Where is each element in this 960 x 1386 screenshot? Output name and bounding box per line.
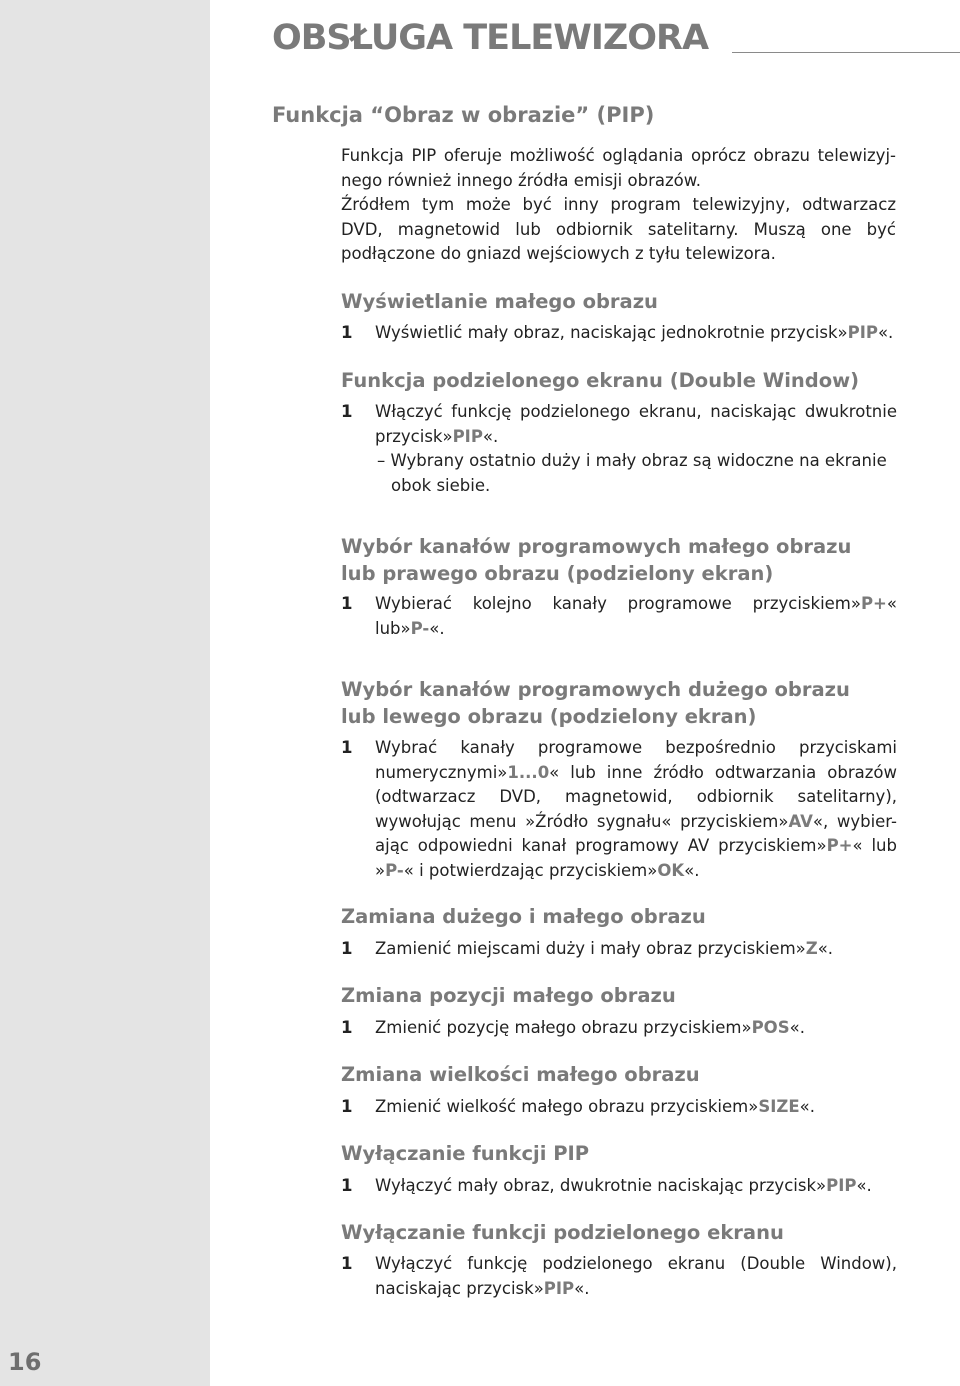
subsection-heading	[341, 367, 901, 394]
step-text-run: «.	[574, 1278, 590, 1298]
note-line: – Wybrany ostatnio duży i mały obraz są widoczne na ekranie	[377, 451, 887, 470]
subsection-heading-line: Wybór kanałów programowych dużego obrazu	[341, 678, 850, 701]
instruction-step	[341, 1174, 897, 1199]
remote-key-label: OK	[657, 860, 685, 880]
step-text-run: «.	[482, 426, 499, 446]
step-line	[375, 761, 897, 786]
step-text-run: wywołując menu »Źródło sygnału« przyciskiem»	[375, 811, 789, 831]
step-line	[375, 785, 897, 810]
step-number: 1	[341, 1018, 353, 1037]
step-text	[375, 1095, 897, 1120]
step-text-run: «.	[817, 939, 834, 958]
step-text-run: «.	[429, 618, 445, 638]
step-text-run: « lub	[852, 836, 897, 855]
instruction-step	[341, 400, 897, 498]
step-text-run: Zmienić pozycję małego obrazu przyciskiem»	[375, 1018, 752, 1037]
step-text-run: «.	[684, 860, 700, 880]
remote-key-label: PIP	[826, 1176, 857, 1195]
step-text-run: «, wybier-	[812, 811, 897, 831]
step-line	[375, 592, 897, 617]
step-text	[375, 1174, 897, 1199]
intro-line: Funkcja PIP oferuje możliwość oglądania oprócz obrazu telewizyj-	[341, 146, 896, 165]
step-text	[375, 1016, 897, 1041]
section-title: Funkcja “Obraz w obrazie” (PIP)	[272, 103, 655, 127]
subsection-heading-line: Wybór kanałów programowych małego obrazu	[341, 535, 852, 558]
step-line	[375, 321, 897, 346]
remote-key-label: P-	[410, 618, 430, 638]
step-number: 1	[341, 1254, 353, 1273]
step-text	[375, 1252, 897, 1301]
subsection-heading-line: lub lewego obrazu (podzielony ekran)	[341, 705, 757, 728]
step-text	[375, 400, 897, 498]
instruction-step	[341, 1252, 897, 1301]
step-number: 1	[341, 323, 353, 342]
step-text-run: Włączyć funkcję podzielonego ekranu, naciskając dwukrotnie	[375, 402, 897, 421]
intro-line: Źródłem tym może być inny program telewizyjny, odtwarzacz	[341, 195, 896, 214]
remote-key-label: SIZE	[758, 1097, 800, 1116]
subsection-heading-line: Wyłączanie funkcji PIP	[341, 1142, 590, 1165]
remote-key-label: PIP	[847, 323, 878, 342]
step-line	[375, 736, 897, 761]
instruction-step	[341, 1016, 897, 1041]
step-line	[375, 617, 897, 642]
page-title: OBSŁUGA TELEWIZORA	[272, 18, 709, 58]
remote-key-label: 1...0	[507, 762, 550, 782]
step-line	[375, 1277, 897, 1302]
step-number: 1	[341, 1097, 353, 1116]
step-text-run: lub»	[375, 618, 411, 638]
step-text-run: Wybierać kolejno kanały programowe przyciskiem»	[375, 594, 861, 613]
remote-key-label: P+	[860, 594, 887, 613]
subsection-heading	[341, 1061, 901, 1088]
step-line	[375, 400, 897, 425]
subsection-heading-line: Zmiana pozycji małego obrazu	[341, 984, 676, 1007]
remote-key-label: PIP	[452, 426, 483, 446]
step-line	[375, 425, 897, 450]
step-text-run: Wyłączyć funkcję podzielonego ekranu (Double Window),	[375, 1254, 897, 1273]
page-number: 16	[8, 1348, 42, 1376]
remote-key-label: Z	[805, 939, 818, 958]
step-text-run: Wybrać kanały programowe bezpośrednio przyciskami	[375, 738, 897, 757]
step-line	[375, 1252, 897, 1277]
subsection-heading	[341, 1219, 901, 1246]
subsection-heading-line: Wyświetlanie małego obrazu	[341, 290, 658, 313]
page-margin-bar	[0, 0, 210, 1386]
step-line	[375, 1095, 897, 1120]
instruction-step	[341, 736, 897, 883]
step-line	[375, 1016, 897, 1041]
step-text-run: «	[886, 594, 897, 613]
step-text-run: «.	[799, 1097, 815, 1116]
instruction-step	[341, 592, 897, 641]
step-line	[375, 810, 897, 835]
remote-key-label: P-	[385, 860, 404, 880]
subsection-heading-line: Funkcja podzielonego ekranu (Double Window)	[341, 369, 860, 392]
intro-line: nego również innego źródła emisji obrazów.	[341, 170, 701, 190]
step-text-run: numerycznymi»	[375, 762, 508, 782]
remote-key-label: AV	[788, 811, 813, 831]
step-text-run: « lub inne źródło odtwarzania obrazów	[549, 762, 897, 782]
instruction-step	[341, 321, 897, 346]
subsection-heading-line: Zamiana dużego i małego obrazu	[341, 905, 706, 928]
remote-key-label: POS	[751, 1018, 790, 1037]
subsection-heading	[341, 1140, 901, 1167]
title-rule	[732, 52, 960, 53]
subsection-heading	[341, 676, 901, 730]
intro-line: podłączone do gniazd wejściowych z tyłu telewizora.	[341, 244, 776, 263]
subsection-heading	[341, 533, 901, 587]
step-text-run: « i potwierdzając przyciskiem»	[403, 860, 658, 880]
step-text-run: «.	[789, 1018, 805, 1037]
subsection-heading	[341, 982, 901, 1009]
step-text	[375, 736, 897, 883]
step-number: 1	[341, 939, 353, 958]
step-text-run: Zmienić wielkość małego obrazu przyciskiem»	[375, 1097, 759, 1116]
step-number: 1	[341, 594, 353, 613]
subsection-heading	[341, 288, 901, 315]
subsection-heading-line: lub prawego obrazu (podzielony ekran)	[341, 562, 774, 585]
step-text-run: «.	[877, 323, 894, 342]
subsection-heading	[341, 903, 901, 930]
step-text-run: Wyłączyć mały obraz, dwukrotnie naciskając przycisk»	[375, 1176, 827, 1195]
page-header	[272, 18, 960, 68]
instruction-step	[341, 1095, 897, 1120]
subsection-heading-line: Wyłączanie funkcji podzielonego ekranu	[341, 1221, 784, 1244]
step-number: 1	[341, 738, 353, 757]
step-text	[375, 592, 897, 641]
step-number: 1	[341, 1176, 353, 1195]
intro-paragraph	[341, 144, 896, 267]
step-text-run: ając odpowiedni kanał programowy AV przyciskiem»	[375, 836, 827, 855]
step-text-run: (odtwarzacz DVD, magnetowid, odbiornik satelitarny),	[375, 787, 897, 806]
step-result-note	[377, 449, 897, 498]
step-line	[375, 1174, 897, 1199]
intro-line: DVD, magnetowid lub odbiornik satelitarny. Muszą one być	[341, 219, 896, 239]
step-text-run: naciskając przycisk»	[375, 1278, 544, 1298]
step-line	[375, 859, 897, 884]
step-text-run: przycisk»	[375, 426, 453, 446]
step-number: 1	[341, 402, 353, 421]
step-line	[375, 937, 897, 962]
step-text	[375, 937, 897, 962]
step-text	[375, 321, 897, 346]
subsection-heading-line: Zmiana wielkości małego obrazu	[341, 1063, 700, 1086]
remote-key-label: P+	[826, 836, 853, 855]
remote-key-label: PIP	[543, 1278, 575, 1298]
note-line: obok siebie.	[391, 475, 491, 495]
step-text-run: Wyświetlić mały obraz, naciskając jednokrotnie przycisk»	[375, 323, 848, 342]
step-text-run: »	[375, 860, 386, 880]
step-line	[375, 834, 897, 859]
instruction-step	[341, 937, 897, 962]
step-text-run: «.	[856, 1176, 872, 1195]
step-text-run: Zamienić miejscami duży i mały obraz przyciskiem»	[375, 939, 806, 958]
